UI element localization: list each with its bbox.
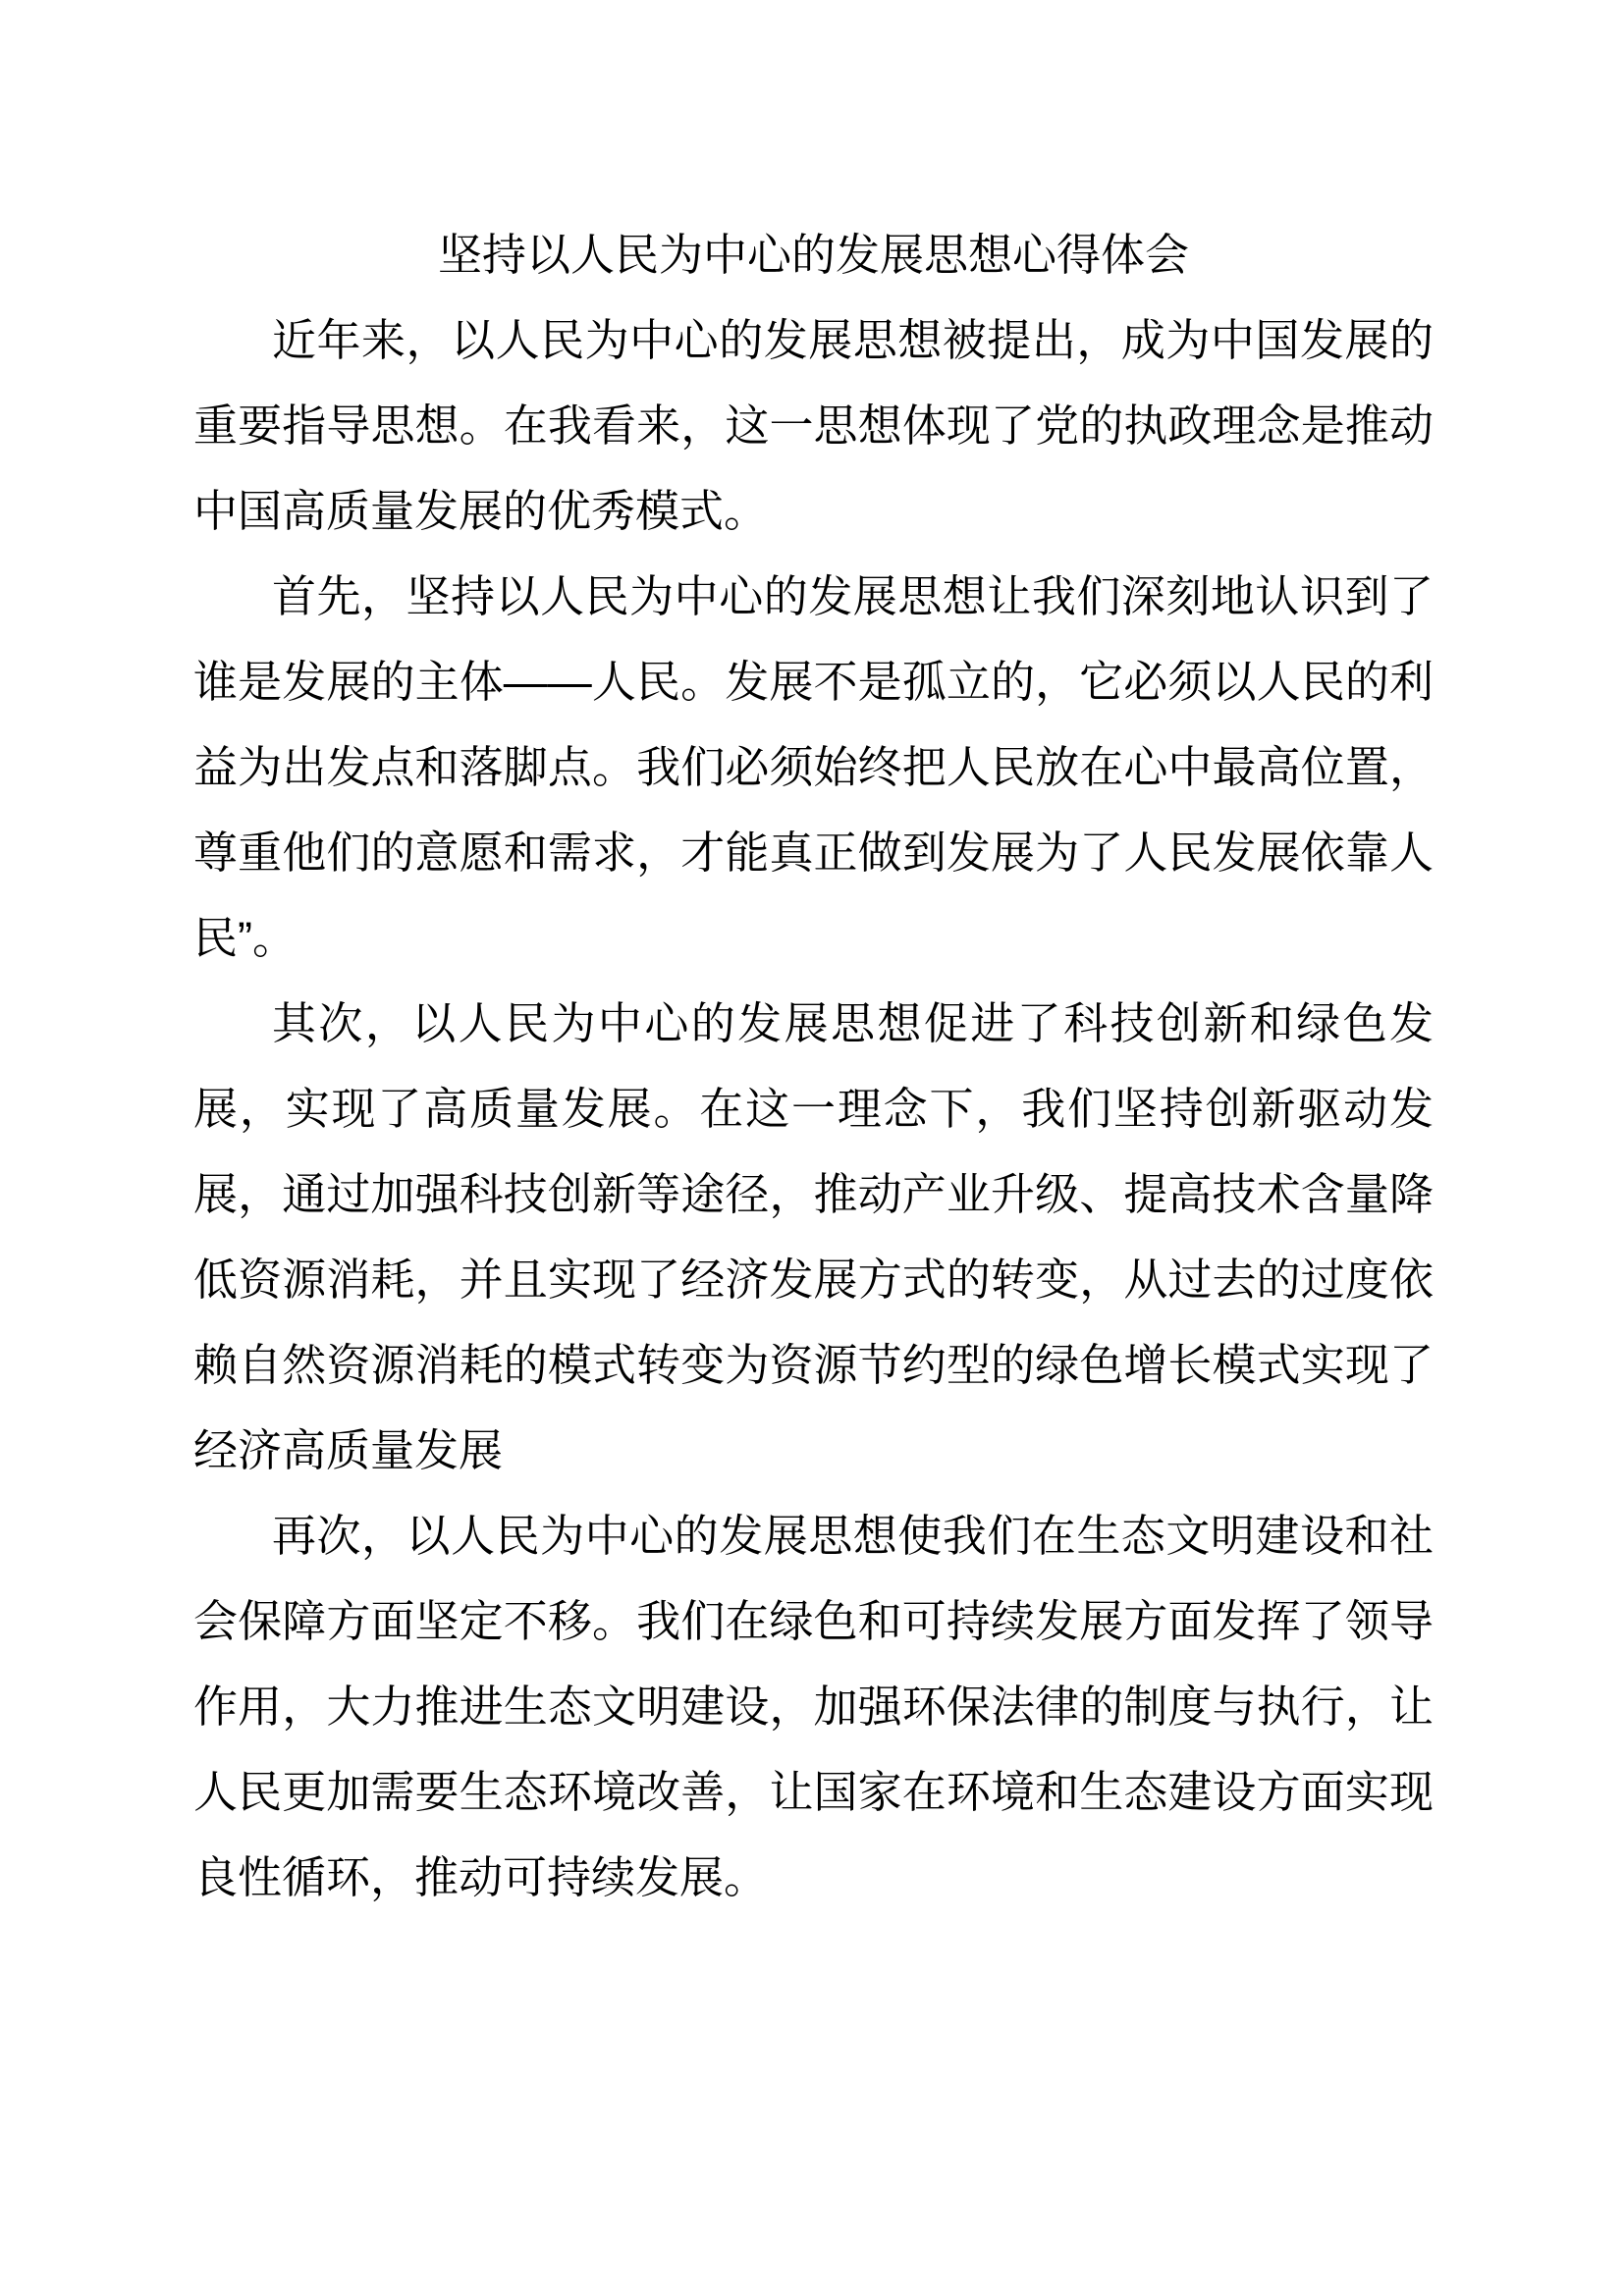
- paragraph-second-point: 其次，以人民为中心的发展思想促进了科技创新和绿色发展，实现了高质量发展。在这一理念下，我们坚持创新驱动发展，通过加强科技创新等途径，推动产业升级、提高技术含量降低资源消耗，并且实现了经济发展方式的转变，从过去的过度依赖自然资源消耗的模式转变为资源节约型的绿色增长模式实现了经济高质量发展: [193, 998, 1434, 1475]
- paragraph-first-point: 首先，坚持以人民为中心的发展思想让我们深刻地认识到了谁是发展的主体——人民。发展不是孤立的，它必须以人民的利益为出发点和落脚点。我们必须始终把人民放在心中最高位置，尊重他们的意愿和需求，才能真正做到发展为了人民发展依靠人民”。: [193, 571, 1434, 963]
- document-title: 坚持以人民为中心的发展思想心得体会: [437, 230, 1189, 280]
- document-content: [193, 212, 1434, 1920]
- paragraph-intro: 近年来，以人民为中心的发展思想被提出，成为中国发展的重要指导思想。在我看来，这一思想体现了党的执政理念是推动中国高质量发展的优秀模式。: [193, 315, 1434, 536]
- paragraph-third-point: 再次，以人民为中心的发展思想使我们在生态文明建设和社会保障方面坚定不移。我们在绿色和可持续发展方面发挥了领导作用，大力推进生态文明建设，加强环保法律的制度与执行，让人民更加需要生态环境改善，让国家在环境和生态建设方面实现良性循环，推动可持续发展。: [193, 1511, 1434, 1902]
